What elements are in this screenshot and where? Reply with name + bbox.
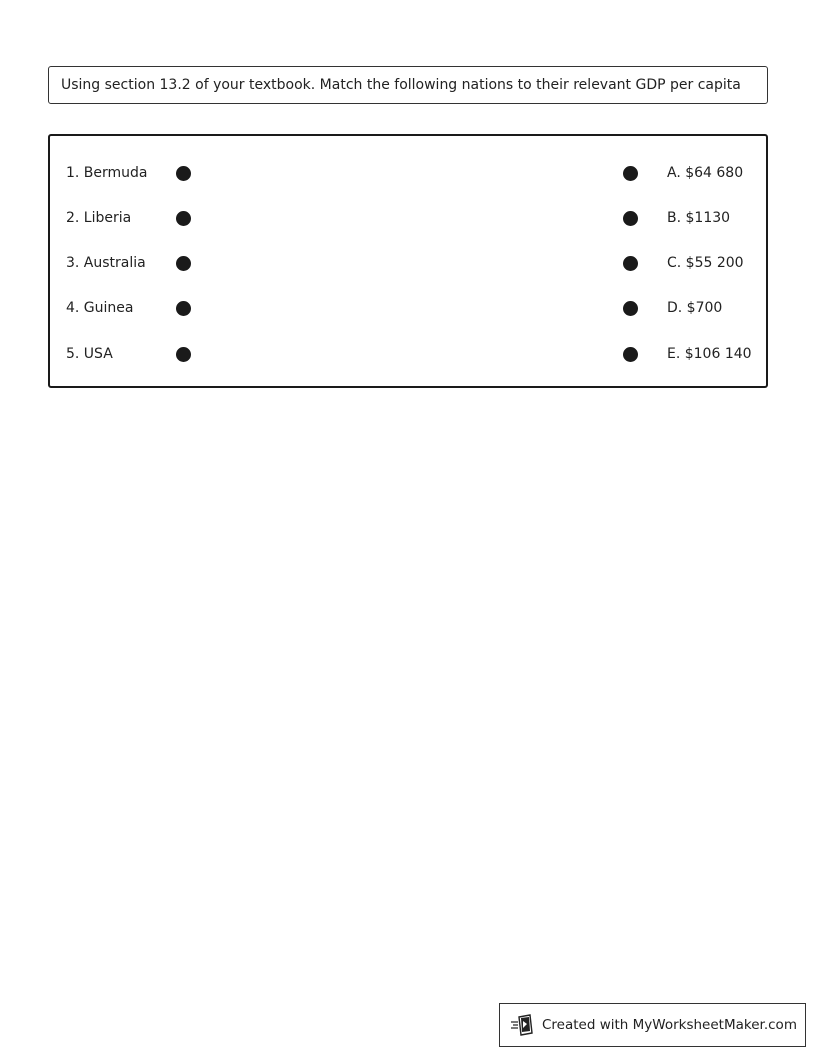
left-item-label: 4. Guinea [66, 300, 134, 316]
right-connector-dot[interactable] [623, 347, 638, 362]
match-row [50, 161, 766, 185]
match-row [50, 342, 766, 366]
left-connector-dot[interactable] [176, 166, 191, 181]
left-item-label: 3. Australia [66, 255, 146, 271]
right-connector-dot[interactable] [623, 301, 638, 316]
left-item-label: 5. USA [66, 346, 113, 362]
right-item-label: D. $700 [667, 300, 723, 316]
right-item-label: B. $1130 [667, 210, 731, 226]
match-row [50, 251, 766, 275]
left-connector-dot[interactable] [176, 256, 191, 271]
worksheet-maker-logo-icon [510, 1013, 536, 1037]
right-connector-dot[interactable] [623, 166, 638, 181]
left-item-label: 2. Liberia [66, 210, 132, 226]
right-connector-dot[interactable] [623, 256, 638, 271]
match-row [50, 206, 766, 230]
right-item-label: C. $55 200 [667, 255, 744, 271]
left-connector-dot[interactable] [176, 211, 191, 226]
left-connector-dot[interactable] [176, 301, 191, 316]
right-connector-dot[interactable] [623, 211, 638, 226]
footer-text: Created with MyWorksheetMaker.com [542, 1017, 797, 1033]
match-row [50, 296, 766, 320]
right-item-label: E. $106 140 [667, 346, 752, 362]
right-item-label: A. $64 680 [667, 165, 744, 181]
instructions-text: Using section 13.2 of your textbook. Match the following nations to their relevant GDP per capita [61, 77, 741, 93]
footer-badge[interactable] [499, 1003, 806, 1047]
matching-exercise [48, 134, 768, 388]
instructions-box [48, 66, 768, 104]
left-connector-dot[interactable] [176, 347, 191, 362]
left-item-label: 1. Bermuda [66, 165, 148, 181]
